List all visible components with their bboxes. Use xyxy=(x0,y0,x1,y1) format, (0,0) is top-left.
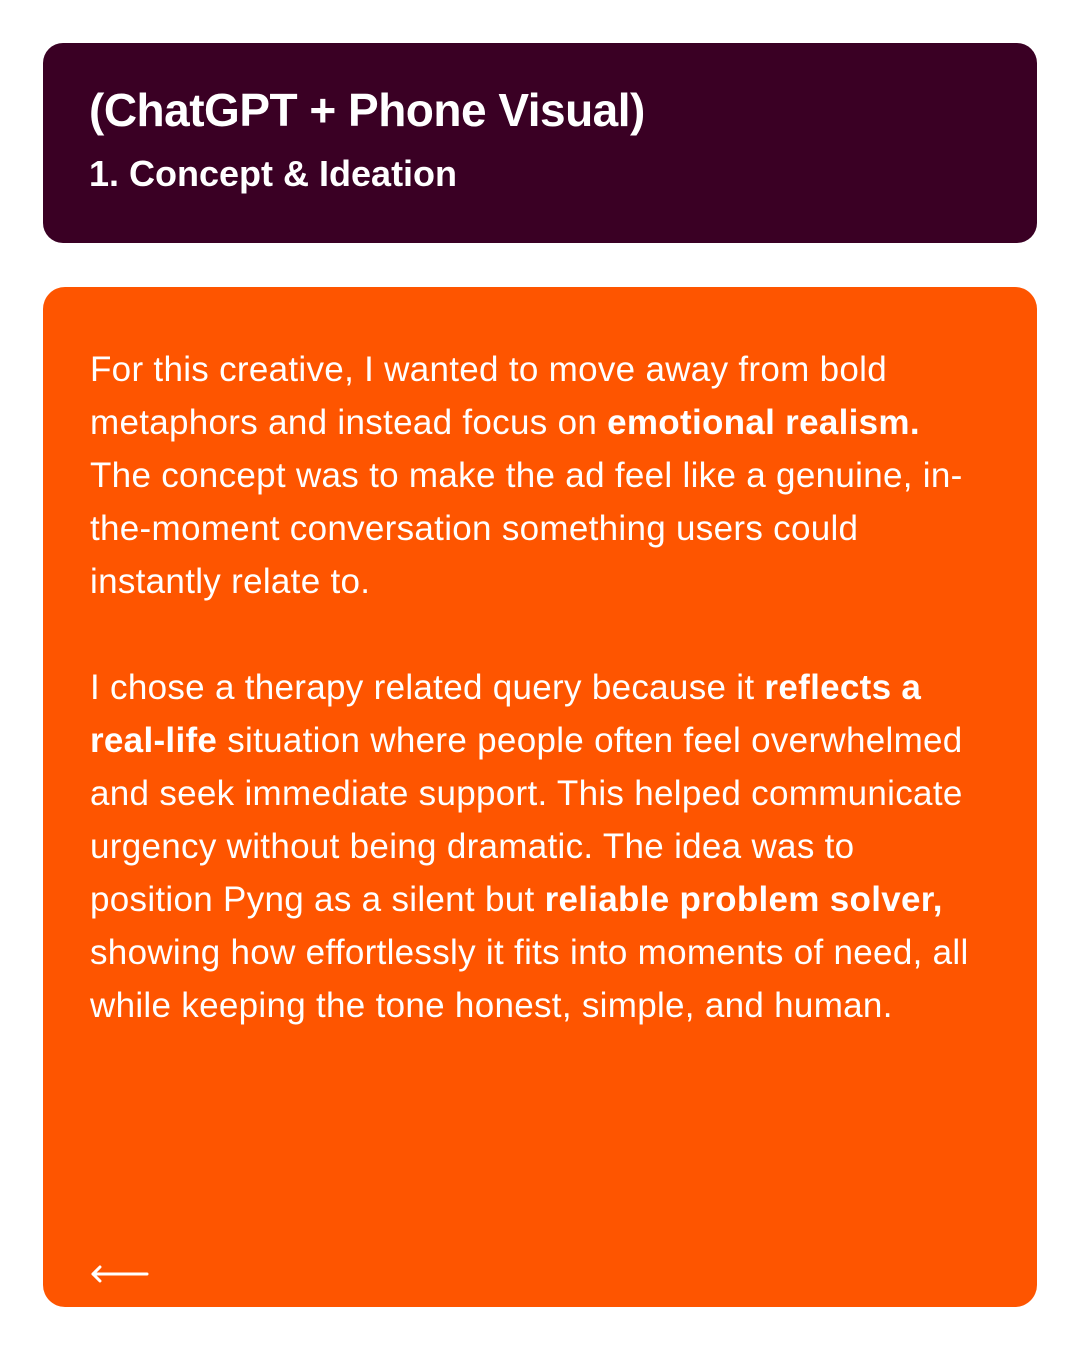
arrow-left-icon xyxy=(89,1263,149,1285)
content-card xyxy=(43,287,1037,1307)
paragraph-text: The concept was to make the ad feel like a genuine, in-the-moment conversation something users could instantly relate to. xyxy=(90,456,963,601)
emphasis-text: emotional realism. xyxy=(607,403,920,442)
section-subtitle: 1. Concept & Ideation xyxy=(89,153,458,194)
paragraph-text: situation where people often feel overwhelmed and seek immediate support. This helped communicate urgency without being dramatic. The idea was to position Pyng as a silent but xyxy=(90,721,963,919)
paragraph-rationale xyxy=(90,661,977,1032)
paragraph-text: For this creative, I wanted to move away from bold metaphors and instead focus on xyxy=(90,350,887,442)
paragraph-concept xyxy=(90,343,977,608)
paragraph-text: showing how effortlessly it fits into moments of need, all while keeping the tone honest, simple, and human. xyxy=(90,933,969,1025)
back-button[interactable] xyxy=(89,1263,149,1285)
emphasis-text: reflects a real-life xyxy=(90,668,922,760)
header-card xyxy=(43,43,1037,243)
page-title: (ChatGPT + Phone Visual) xyxy=(89,84,645,136)
paragraph-text: I chose a therapy related query because it xyxy=(90,668,765,707)
emphasis-text: reliable problem solver, xyxy=(544,880,943,919)
